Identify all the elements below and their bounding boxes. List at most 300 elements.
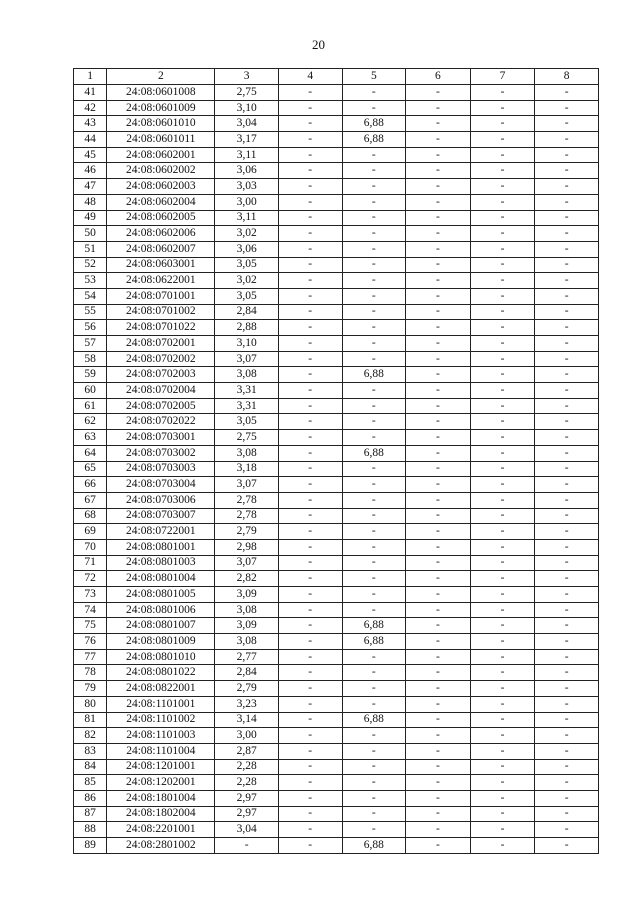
table-cell-col-1: 51	[74, 241, 107, 257]
table-cell-col-6: -	[406, 838, 471, 854]
table-cell-col-1: 58	[74, 351, 107, 367]
table-cell-col-4: -	[278, 194, 342, 210]
table-cell-col-7: -	[470, 336, 535, 352]
table-cell-col-4: -	[278, 618, 342, 634]
table-cell-col-4: -	[278, 398, 342, 414]
table-cell-col-5: -	[342, 179, 406, 195]
table-cell-col-4: -	[278, 696, 342, 712]
table-cell-col-6: -	[406, 85, 471, 101]
table-cell-col-5: 6,88	[342, 445, 406, 461]
table-cell-col-5: -	[342, 304, 406, 320]
table-row	[74, 618, 599, 634]
table-cell-col-3: 3,08	[215, 634, 279, 650]
table-cell-col-7: -	[470, 383, 535, 399]
table-cell-col-1: 47	[74, 179, 107, 195]
table-cell-col-5: -	[342, 775, 406, 791]
table-cell-col-8: -	[535, 461, 599, 477]
table-cell-col-2: 24:08:0602005	[107, 210, 215, 226]
table-cell-col-7: -	[470, 696, 535, 712]
table-cell-col-6: -	[406, 508, 471, 524]
table-cell-col-6: -	[406, 728, 471, 744]
table-cell-col-7: -	[470, 398, 535, 414]
table-cell-col-2: 24:08:0801005	[107, 587, 215, 603]
table-cell-col-7: -	[470, 304, 535, 320]
table-cell-col-8: -	[535, 336, 599, 352]
table-row	[74, 147, 599, 163]
table-cell-col-1: 75	[74, 618, 107, 634]
table-row	[74, 665, 599, 681]
table-cell-col-4: -	[278, 477, 342, 493]
table-row	[74, 571, 599, 587]
table-cell-col-6: -	[406, 132, 471, 148]
table-cell-col-4: -	[278, 461, 342, 477]
table-cell-col-6: -	[406, 759, 471, 775]
table-row	[74, 320, 599, 336]
table-cell-col-2: 24:08:0822001	[107, 681, 215, 697]
table-row	[74, 838, 599, 854]
table-cell-col-7: -	[470, 806, 535, 822]
table-cell-col-2: 24:08:1101004	[107, 743, 215, 759]
table-cell-col-8: -	[535, 147, 599, 163]
table-cell-col-7: -	[470, 445, 535, 461]
table-row	[74, 288, 599, 304]
table-cell-col-4: -	[278, 320, 342, 336]
table-cell-col-5: -	[342, 743, 406, 759]
table-cell-col-2: 24:08:0622001	[107, 273, 215, 289]
table-cell-col-5: -	[342, 602, 406, 618]
table-cell-col-5: -	[342, 288, 406, 304]
table-cell-col-1: 42	[74, 100, 107, 116]
table-cell-col-1: 60	[74, 383, 107, 399]
table-cell-col-1: 81	[74, 712, 107, 728]
table-cell-col-2: 24:08:1101002	[107, 712, 215, 728]
table-cell-col-8: -	[535, 806, 599, 822]
table-cell-col-1: 77	[74, 649, 107, 665]
table-cell-col-2: 24:08:0602002	[107, 163, 215, 179]
table-cell-col-6: -	[406, 383, 471, 399]
table-cell-col-2: 24:08:0703006	[107, 492, 215, 508]
table-cell-col-2: 24:08:0702004	[107, 383, 215, 399]
table-cell-col-1: 78	[74, 665, 107, 681]
table-cell-col-6: -	[406, 477, 471, 493]
table-cell-col-5: -	[342, 822, 406, 838]
table-cell-col-3: 3,03	[215, 179, 279, 195]
table-row	[74, 100, 599, 116]
table-cell-col-5: -	[342, 665, 406, 681]
table-cell-col-3: 3,08	[215, 602, 279, 618]
table-cell-col-4: -	[278, 665, 342, 681]
table-cell-col-7: -	[470, 194, 535, 210]
table-cell-col-7: -	[470, 367, 535, 383]
table-cell-col-4: -	[278, 273, 342, 289]
table-cell-col-8: -	[535, 790, 599, 806]
table-row	[74, 649, 599, 665]
table-cell-col-5: -	[342, 210, 406, 226]
table-cell-col-5: -	[342, 681, 406, 697]
table-cell-col-1: 69	[74, 524, 107, 540]
table-cell-col-6: -	[406, 398, 471, 414]
table-cell-col-5: -	[342, 477, 406, 493]
table-cell-col-5: -	[342, 351, 406, 367]
table-cell-col-2: 24:08:0801022	[107, 665, 215, 681]
table-cell-col-1: 53	[74, 273, 107, 289]
table-cell-col-6: -	[406, 649, 471, 665]
table-cell-col-6: -	[406, 571, 471, 587]
table-cell-col-3: 3,08	[215, 445, 279, 461]
table-row	[74, 226, 599, 242]
table-cell-col-2: 24:08:0801004	[107, 571, 215, 587]
table-cell-col-4: -	[278, 367, 342, 383]
table-cell-col-6: -	[406, 430, 471, 446]
table-cell-col-4: -	[278, 649, 342, 665]
table-cell-col-1: 43	[74, 116, 107, 132]
table-cell-col-2: 24:08:0701001	[107, 288, 215, 304]
table-cell-col-6: -	[406, 587, 471, 603]
table-cell-col-1: 56	[74, 320, 107, 336]
table-cell-col-1: 62	[74, 414, 107, 430]
table-cell-col-6: -	[406, 775, 471, 791]
table-cell-col-7: -	[470, 571, 535, 587]
table-row	[74, 116, 599, 132]
table-cell-col-2: 24:08:0801007	[107, 618, 215, 634]
table-cell-col-7: -	[470, 587, 535, 603]
table-cell-col-7: -	[470, 712, 535, 728]
table-cell-col-2: 24:08:0602003	[107, 179, 215, 195]
table-row	[74, 241, 599, 257]
table-cell-col-7: -	[470, 430, 535, 446]
table-cell-col-7: -	[470, 414, 535, 430]
table-cell-col-5: -	[342, 414, 406, 430]
table-cell-col-3: 2,97	[215, 806, 279, 822]
table-cell-col-2: 24:08:0703007	[107, 508, 215, 524]
table-cell-col-3: 3,10	[215, 336, 279, 352]
table-row	[74, 461, 599, 477]
table-cell-col-5: 6,88	[342, 116, 406, 132]
table-cell-col-5: -	[342, 241, 406, 257]
table-cell-col-5: -	[342, 320, 406, 336]
table-row	[74, 681, 599, 697]
table-cell-col-7: -	[470, 618, 535, 634]
table-cell-col-1: 55	[74, 304, 107, 320]
table-cell-col-8: -	[535, 179, 599, 195]
table-cell-col-3: 2,77	[215, 649, 279, 665]
table-cell-col-1: 79	[74, 681, 107, 697]
table-cell-col-8: -	[535, 116, 599, 132]
table-cell-col-3: 2,97	[215, 790, 279, 806]
table-cell-col-6: -	[406, 194, 471, 210]
table-row	[74, 398, 599, 414]
table-cell-col-8: -	[535, 132, 599, 148]
table-cell-col-5: -	[342, 492, 406, 508]
table-cell-col-5: 6,88	[342, 838, 406, 854]
table-cell-col-1: 87	[74, 806, 107, 822]
table-cell-col-1: 50	[74, 226, 107, 242]
table-cell-col-7: -	[470, 492, 535, 508]
table-row	[74, 790, 599, 806]
table-cell-col-4: -	[278, 681, 342, 697]
table-cell-col-6: -	[406, 806, 471, 822]
table-cell-col-4: -	[278, 132, 342, 148]
table-cell-col-3: -	[215, 838, 279, 854]
table-cell-col-1: 45	[74, 147, 107, 163]
table-cell-col-2: 24:08:0701002	[107, 304, 215, 320]
table-cell-col-6: -	[406, 712, 471, 728]
table-cell-col-7: -	[470, 147, 535, 163]
table-cell-col-6: -	[406, 179, 471, 195]
table-cell-col-2: 24:08:0602006	[107, 226, 215, 242]
table-row	[74, 367, 599, 383]
table-cell-col-5: -	[342, 649, 406, 665]
table-cell-col-8: -	[535, 367, 599, 383]
table-cell-col-5: 6,88	[342, 132, 406, 148]
table-cell-col-1: 73	[74, 587, 107, 603]
table-cell-col-2: 24:08:0701022	[107, 320, 215, 336]
table-cell-col-4: -	[278, 414, 342, 430]
table-cell-col-4: -	[278, 508, 342, 524]
column-header-7: 7	[470, 69, 535, 85]
table-cell-col-1: 59	[74, 367, 107, 383]
table-cell-col-8: -	[535, 477, 599, 493]
table-cell-col-8: -	[535, 555, 599, 571]
column-header-6: 6	[406, 69, 471, 85]
table-cell-col-1: 61	[74, 398, 107, 414]
table-cell-col-8: -	[535, 571, 599, 587]
table-cell-col-8: -	[535, 351, 599, 367]
table-cell-col-2: 24:08:0702005	[107, 398, 215, 414]
table-cell-col-1: 65	[74, 461, 107, 477]
table-cell-col-5: -	[342, 194, 406, 210]
table-cell-col-6: -	[406, 288, 471, 304]
table-cell-col-8: -	[535, 539, 599, 555]
table-cell-col-8: -	[535, 257, 599, 273]
table-cell-col-6: -	[406, 822, 471, 838]
table-cell-col-3: 3,06	[215, 163, 279, 179]
table-cell-col-8: -	[535, 822, 599, 838]
table-cell-col-1: 72	[74, 571, 107, 587]
table-cell-col-6: -	[406, 696, 471, 712]
table-cell-col-7: -	[470, 461, 535, 477]
table-cell-col-4: -	[278, 241, 342, 257]
column-header-4: 4	[278, 69, 342, 85]
table-cell-col-3: 2,28	[215, 775, 279, 791]
table-cell-col-3: 3,18	[215, 461, 279, 477]
table-cell-col-4: -	[278, 179, 342, 195]
table-cell-col-2: 24:08:0722001	[107, 524, 215, 540]
table-cell-col-1: 71	[74, 555, 107, 571]
table-cell-col-5: -	[342, 430, 406, 446]
table-cell-col-5: -	[342, 85, 406, 101]
table-cell-col-2: 24:08:0801003	[107, 555, 215, 571]
table-cell-col-6: -	[406, 681, 471, 697]
table-cell-col-3: 3,09	[215, 618, 279, 634]
table-cell-col-6: -	[406, 634, 471, 650]
table-cell-col-1: 44	[74, 132, 107, 148]
table-cell-col-8: -	[535, 194, 599, 210]
table-cell-col-7: -	[470, 649, 535, 665]
table-cell-col-2: 24:08:0601011	[107, 132, 215, 148]
table-cell-col-6: -	[406, 304, 471, 320]
table-row	[74, 304, 599, 320]
table-cell-col-1: 86	[74, 790, 107, 806]
table-cell-col-7: -	[470, 351, 535, 367]
table-body	[74, 85, 599, 854]
column-header-1: 1	[74, 69, 107, 85]
table-cell-col-4: -	[278, 587, 342, 603]
column-header-5: 5	[342, 69, 406, 85]
table-cell-col-5: -	[342, 571, 406, 587]
table-cell-col-7: -	[470, 288, 535, 304]
table-cell-col-1: 89	[74, 838, 107, 854]
table-cell-col-3: 3,31	[215, 383, 279, 399]
table-cell-col-4: -	[278, 775, 342, 791]
table-cell-col-8: -	[535, 163, 599, 179]
table-cell-col-3: 3,14	[215, 712, 279, 728]
table-cell-col-7: -	[470, 634, 535, 650]
table-row	[74, 728, 599, 744]
table-cell-col-1: 48	[74, 194, 107, 210]
table-row	[74, 822, 599, 838]
table-cell-col-5: -	[342, 336, 406, 352]
table-cell-col-8: -	[535, 838, 599, 854]
table-cell-col-4: -	[278, 288, 342, 304]
table-cell-col-4: -	[278, 304, 342, 320]
table-cell-col-2: 24:08:2201001	[107, 822, 215, 838]
data-table	[73, 68, 599, 854]
table-cell-col-4: -	[278, 571, 342, 587]
table-cell-col-3: 3,02	[215, 226, 279, 242]
table-cell-col-7: -	[470, 822, 535, 838]
table-row	[74, 430, 599, 446]
table-cell-col-6: -	[406, 226, 471, 242]
table-cell-col-5: -	[342, 461, 406, 477]
table-cell-col-1: 85	[74, 775, 107, 791]
table-cell-col-7: -	[470, 508, 535, 524]
table-cell-col-3: 3,05	[215, 257, 279, 273]
table-cell-col-5: 6,88	[342, 712, 406, 728]
table-cell-col-1: 64	[74, 445, 107, 461]
table-cell-col-6: -	[406, 618, 471, 634]
table-cell-col-7: -	[470, 775, 535, 791]
table-row	[74, 775, 599, 791]
table-cell-col-6: -	[406, 273, 471, 289]
table-cell-col-1: 67	[74, 492, 107, 508]
table-cell-col-8: -	[535, 712, 599, 728]
table-cell-col-3: 3,31	[215, 398, 279, 414]
table-cell-col-3: 2,84	[215, 665, 279, 681]
table-cell-col-4: -	[278, 147, 342, 163]
table-row	[74, 210, 599, 226]
table-cell-col-8: -	[535, 288, 599, 304]
table-cell-col-5: -	[342, 273, 406, 289]
table-cell-col-5: -	[342, 100, 406, 116]
table-cell-col-7: -	[470, 179, 535, 195]
table-cell-col-5: 6,88	[342, 618, 406, 634]
table-cell-col-8: -	[535, 445, 599, 461]
table-cell-col-7: -	[470, 226, 535, 242]
table-cell-col-2: 24:08:0801009	[107, 634, 215, 650]
table-cell-col-7: -	[470, 681, 535, 697]
column-header-8: 8	[535, 69, 599, 85]
table-cell-col-1: 49	[74, 210, 107, 226]
table-cell-col-8: -	[535, 775, 599, 791]
table-cell-col-7: -	[470, 838, 535, 854]
table-cell-col-3: 3,05	[215, 288, 279, 304]
table-cell-col-4: -	[278, 822, 342, 838]
table-cell-col-5: -	[342, 759, 406, 775]
table-cell-col-6: -	[406, 414, 471, 430]
table-cell-col-3: 3,06	[215, 241, 279, 257]
table-cell-col-5: -	[342, 728, 406, 744]
table-cell-col-6: -	[406, 336, 471, 352]
table-cell-col-7: -	[470, 100, 535, 116]
table-cell-col-1: 76	[74, 634, 107, 650]
table-cell-col-3: 3,04	[215, 822, 279, 838]
table-cell-col-1: 80	[74, 696, 107, 712]
table-cell-col-8: -	[535, 649, 599, 665]
table-cell-col-5: -	[342, 555, 406, 571]
table-cell-col-5: 6,88	[342, 367, 406, 383]
table-cell-col-6: -	[406, 351, 471, 367]
table-cell-col-5: -	[342, 524, 406, 540]
table-cell-col-5: -	[342, 696, 406, 712]
table-cell-col-2: 24:08:0702022	[107, 414, 215, 430]
table-row	[74, 445, 599, 461]
table-cell-col-5: -	[342, 147, 406, 163]
table-cell-col-5: -	[342, 163, 406, 179]
table-cell-col-3: 3,17	[215, 132, 279, 148]
table-cell-col-2: 24:08:1202001	[107, 775, 215, 791]
table-cell-col-5: -	[342, 383, 406, 399]
table-cell-col-7: -	[470, 132, 535, 148]
table-cell-col-3: 2,78	[215, 492, 279, 508]
table-row	[74, 539, 599, 555]
table-cell-col-8: -	[535, 226, 599, 242]
table-cell-col-1: 57	[74, 336, 107, 352]
table-cell-col-7: -	[470, 163, 535, 179]
table-cell-col-4: -	[278, 351, 342, 367]
table-cell-col-1: 63	[74, 430, 107, 446]
table-cell-col-2: 24:08:0702002	[107, 351, 215, 367]
table-cell-col-7: -	[470, 85, 535, 101]
table-cell-col-7: -	[470, 257, 535, 273]
table-cell-col-8: -	[535, 414, 599, 430]
table-cell-col-6: -	[406, 320, 471, 336]
table-cell-col-8: -	[535, 430, 599, 446]
table-cell-col-2: 24:08:0601009	[107, 100, 215, 116]
table-row	[74, 194, 599, 210]
table-cell-col-2: 24:08:0602004	[107, 194, 215, 210]
table-row	[74, 743, 599, 759]
table-cell-col-4: -	[278, 383, 342, 399]
table-cell-col-8: -	[535, 273, 599, 289]
table-cell-col-3: 2,78	[215, 508, 279, 524]
table-cell-col-6: -	[406, 257, 471, 273]
table-row	[74, 696, 599, 712]
table-cell-col-3: 3,07	[215, 477, 279, 493]
table-cell-col-4: -	[278, 759, 342, 775]
table-cell-col-2: 24:08:1101001	[107, 696, 215, 712]
table-row	[74, 477, 599, 493]
table-cell-col-3: 2,98	[215, 539, 279, 555]
table-cell-col-7: -	[470, 602, 535, 618]
table-row	[74, 414, 599, 430]
table-cell-col-8: -	[535, 241, 599, 257]
table-cell-col-8: -	[535, 696, 599, 712]
table-cell-col-5: 6,88	[342, 634, 406, 650]
table-cell-col-8: -	[535, 602, 599, 618]
table-cell-col-2: 24:08:1101003	[107, 728, 215, 744]
table-cell-col-5: -	[342, 398, 406, 414]
